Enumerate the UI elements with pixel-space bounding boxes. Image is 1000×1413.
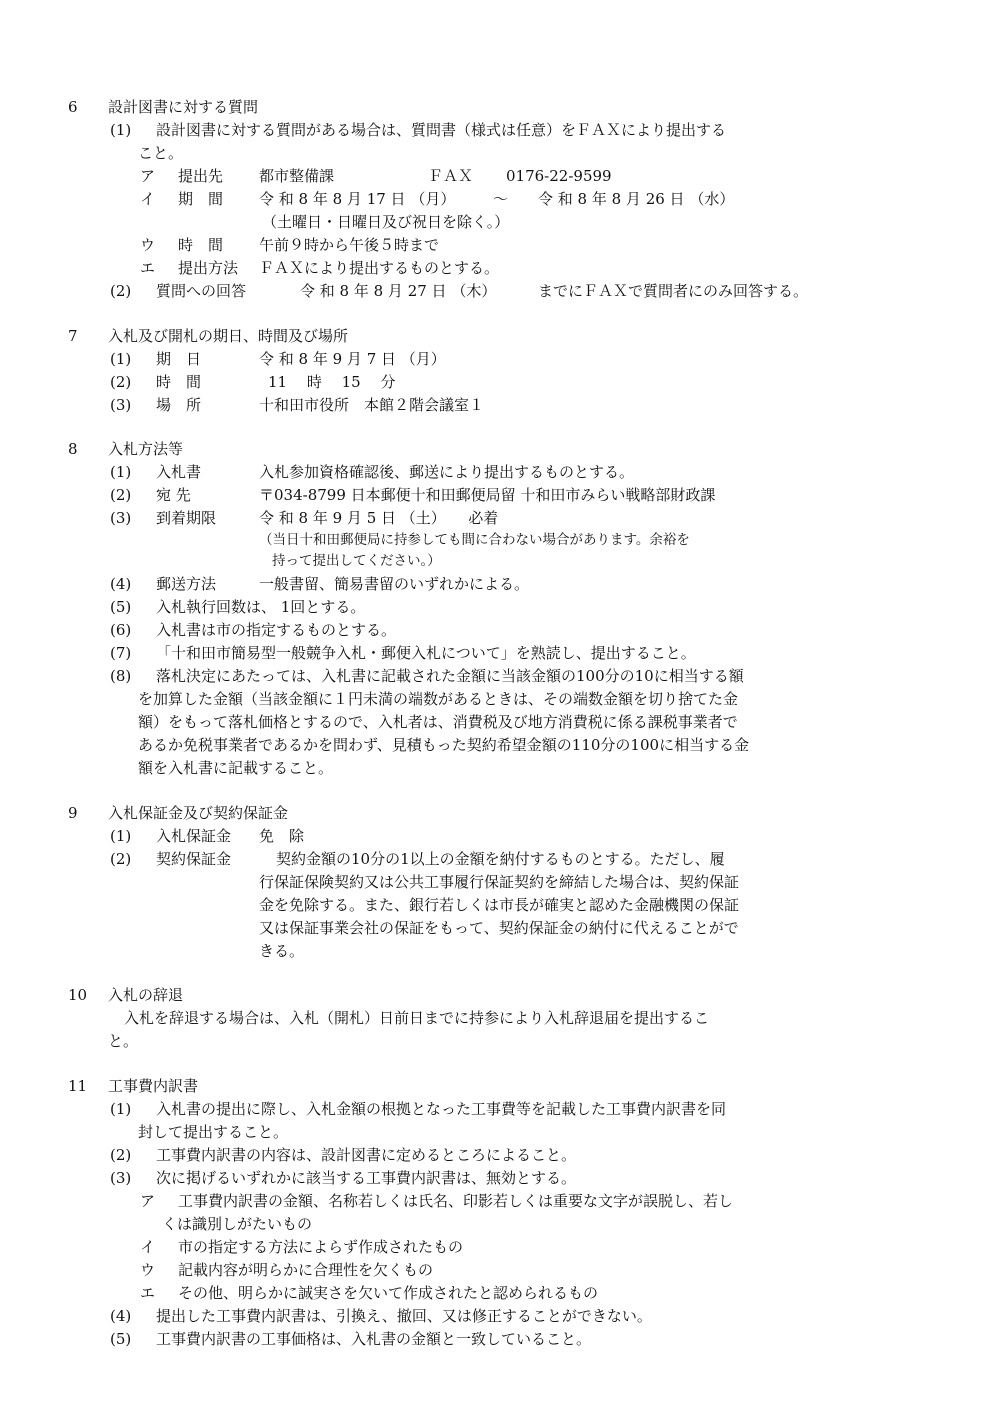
item-number: (4) — [110, 575, 132, 593]
section-number: 7 — [68, 327, 78, 345]
item-number: (2) — [110, 486, 132, 504]
sub-text: 工事費内訳書の金額、名称若しくは氏名、印影若しくは重要な文字が誤脱し、若し — [178, 1192, 734, 1210]
sub-text: 市の指定する方法によらず作成されたもの — [178, 1238, 464, 1256]
item-number: (3) — [110, 509, 132, 527]
item-label: 期 日 — [156, 350, 202, 368]
item-number: (1) — [110, 463, 132, 481]
answer-date: 令 和 8 年 8 月 27 日 （木） — [300, 282, 497, 300]
item-label: 契約保証金 — [156, 850, 232, 868]
item-text: 契約金額の10分の1以上の金額を納付するものとする。ただし、履 — [276, 850, 725, 868]
item-value: 十和田市役所 本館２階会議室１ — [259, 396, 485, 414]
sub-mark: エ — [140, 259, 156, 277]
section-number: 11 — [68, 1077, 88, 1095]
section-title: 工事費内訳書 — [108, 1077, 199, 1095]
item-label: 場 所 — [156, 396, 202, 414]
item-number: (3) — [110, 1169, 132, 1187]
item-text: 入札書は市の指定するものとする。 — [156, 621, 397, 639]
sub-mark: ア — [140, 167, 156, 185]
item-value: 一般書留、簡易書留のいずれかによる。 — [259, 575, 530, 593]
item-number: (1) — [110, 121, 132, 139]
item-text: を加算した金額（当該金額に１円未満の端数があるときは、その端数金額を切り捨てた金 — [138, 690, 739, 708]
item-number: (1) — [110, 827, 132, 845]
fax-label: ＦＡＸ — [428, 167, 474, 185]
item-value: 令 和 8 年 9 月 5 日 （土） 必着 — [259, 509, 499, 527]
item-value: 11 時 15 分 — [268, 373, 396, 391]
sub-value: ＦＡＸにより提出するものとする。 — [259, 259, 500, 277]
period-tilde: ～ — [493, 190, 509, 208]
item-text: 設計図書に対する質問がある場合は、質問書（様式は任意）をＦＡＸにより提出する — [156, 121, 727, 139]
sub-value: 午前９時から午後５時まで — [259, 236, 440, 254]
item-text: 封して提出すること。 — [138, 1123, 289, 1141]
item-value: 〒034-8799 日本郵便十和田郵便局留 十和田市みらい戦略部財政課 — [259, 486, 716, 504]
item-text: あるか免税事業者であるかを問わず、見積もった契約希望金額の110分の100に相当する金 — [138, 736, 750, 754]
item-number: (2) — [110, 282, 132, 300]
item-number: (2) — [110, 373, 132, 391]
item-note: 持って提出してください。） — [272, 553, 441, 569]
item-number: (2) — [110, 1146, 132, 1164]
item-number: (2) — [110, 850, 132, 868]
item-text: 金を免除する。また、銀行若しくは市長が確実と認めた金融機関の保証 — [259, 896, 740, 914]
item-label: 宛 先 — [156, 486, 191, 504]
section-number: 9 — [68, 804, 78, 822]
item-text: 額を入札書に記載すること。 — [138, 759, 334, 777]
item-text: 入札執行回数は、 1回とする。 — [156, 598, 366, 616]
item-note: （当日十和田郵便局に持参しても間に合わない場合があります。余裕を — [259, 532, 690, 548]
sub-label: 時 間 — [178, 236, 224, 254]
sub-text: 記載内容が明らかに合理性を欠くもの — [178, 1261, 434, 1279]
section-title: 入札方法等 — [108, 440, 184, 458]
sub-mark: ウ — [140, 236, 156, 254]
fax-number: 0176-22-9599 — [506, 167, 612, 185]
section-number: 6 — [68, 98, 78, 116]
sub-value: 都市整備課 — [259, 167, 335, 185]
section-title: 入札及び開札の期日、時間及び場所 — [108, 327, 349, 345]
sub-mark: イ — [140, 190, 156, 208]
sub-label: 提出先 — [178, 167, 224, 185]
sub-label: 期 間 — [178, 190, 224, 208]
item-text: こと。 — [138, 144, 184, 162]
item-text: 入札書の提出に際し、入札金額の根拠となった工事費等を記載した工事費内訳書を同 — [156, 1100, 727, 1118]
item-number: (4) — [110, 1307, 132, 1325]
period-end: 令 和 8 年 8 月 26 日 （水） — [538, 190, 735, 208]
item-text: 提出した工事費内訳書は、引換え、撤回、又は修正することができない。 — [156, 1307, 652, 1325]
item-value: 免 除 — [259, 827, 305, 845]
item-label: 時 間 — [156, 373, 202, 391]
paragraph-text: 入札を辞退する場合は、入札（開札）日前日までに持参により入札辞退届を提出するこ — [124, 1009, 710, 1027]
period-start: 令 和 8 年 8 月 17 日 （月） — [259, 190, 456, 208]
item-value: 入札参加資格確認後、郵送により提出するものとする。 — [259, 463, 635, 481]
sub-mark: イ — [140, 1238, 156, 1256]
item-label: 郵送方法 — [156, 575, 217, 593]
item-number: (3) — [110, 396, 132, 414]
item-text: 工事費内訳書の内容は、設計図書に定めるところによること。 — [156, 1146, 577, 1164]
item-number: (6) — [110, 621, 132, 639]
item-label: 入札書 — [156, 463, 202, 481]
sub-mark: ア — [140, 1192, 156, 1210]
item-text: 「十和田市簡易型一般競争入札・郵便入札について」を熟読し、提出すること。 — [156, 644, 696, 662]
item-text: きる。 — [259, 942, 305, 960]
paragraph-text: と。 — [108, 1032, 139, 1050]
item-text: 額）をもって落札価格とするので、入札者は、消費税及び地方消費税に係る課税事業者で — [138, 713, 738, 731]
item-text: 次に掲げるいずれかに該当する工事費内訳書は、無効とする。 — [156, 1169, 577, 1187]
section-title: 入札の辞退 — [108, 986, 184, 1004]
section-number: 10 — [68, 986, 88, 1004]
item-number: (1) — [110, 350, 132, 368]
item-number: (5) — [110, 1330, 132, 1348]
item-label: 到着期限 — [156, 509, 217, 527]
section-number: 8 — [68, 440, 78, 458]
item-number: (7) — [110, 644, 132, 662]
item-label: 入札保証金 — [156, 827, 232, 845]
item-text: までにＦＡＸで質問者にのみ回答する。 — [538, 282, 809, 300]
sub-text: くは識別しがたいもの — [162, 1215, 313, 1233]
section-title: 入札保証金及び契約保証金 — [108, 804, 289, 822]
item-value: 令 和 8 年 9 月 7 日 （月） — [259, 350, 446, 368]
item-text: 落札決定にあたっては、入札書に記載された金額に当該金額の100分の10に相当する額 — [156, 667, 744, 685]
item-label: 質問への回答 — [156, 282, 247, 300]
sub-mark: ウ — [140, 1261, 156, 1279]
sub-text: その他、明らかに誠実さを欠いて作成されたと認められるもの — [178, 1284, 599, 1302]
sub-mark: エ — [140, 1284, 156, 1302]
item-text: 行保証保険契約又は公共工事履行保証契約を締結した場合は、契約保証 — [259, 873, 740, 891]
item-number: (8) — [110, 667, 132, 685]
item-text: 又は保証事業会社の保証をもって、契約保証金の納付に代えることがで — [259, 919, 739, 937]
item-number: (5) — [110, 598, 132, 616]
item-text: 工事費内訳書の工事価格は、入札書の金額と一致していること。 — [156, 1330, 592, 1348]
item-number: (1) — [110, 1100, 132, 1118]
sub-label: 提出方法 — [178, 259, 239, 277]
section-title: 設計図書に対する質問 — [108, 98, 259, 116]
period-note: （土曜日・日曜日及び祝日を除く。） — [262, 213, 510, 231]
